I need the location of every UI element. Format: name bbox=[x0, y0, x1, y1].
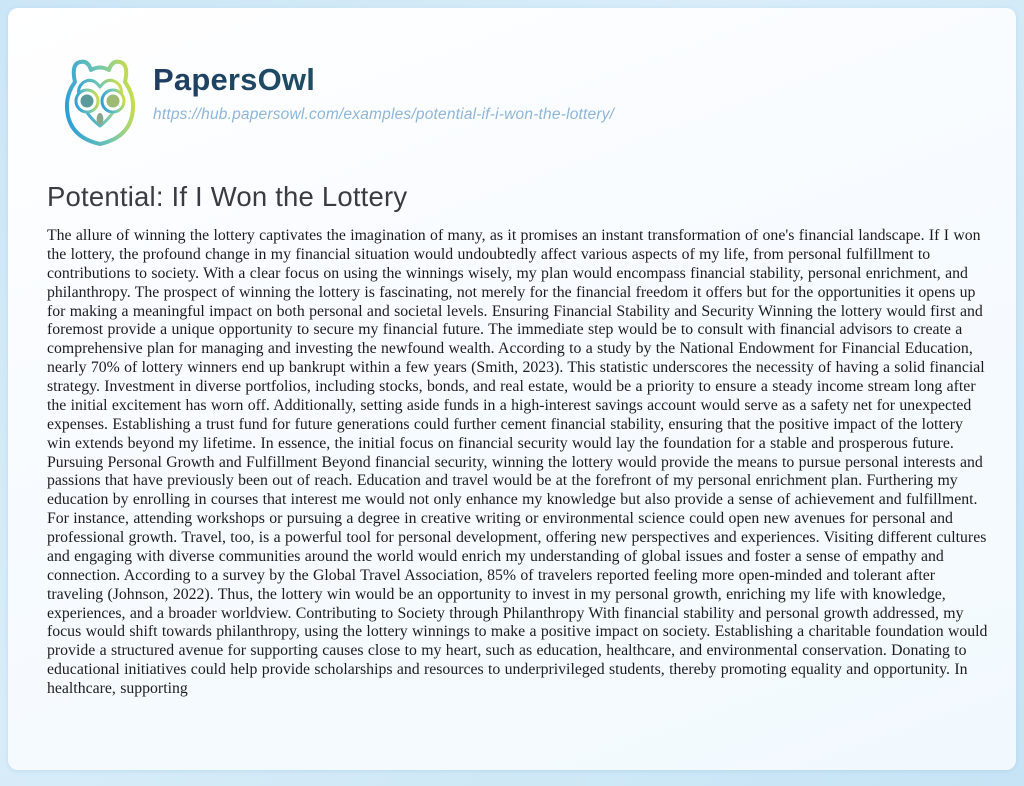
brand-name: PapersOwl bbox=[153, 63, 614, 97]
content-panel bbox=[8, 8, 1016, 770]
site-header bbox=[47, 53, 982, 159]
owl-icon bbox=[47, 53, 153, 159]
page-title: Potential: If I Won the Lottery bbox=[47, 181, 408, 212]
essay-body-text: The allure of winning the lottery captivates the imagination of many, as it promises an instant transformation of one's financial landscape. If I won the lottery, the profound change in my financial situation would undoubtedly affect various aspects of my life, from personal fulfillment to contributions to society. With a clear focus on using the winnings wisely, my plan would encompass financial stability, personal enrichment, and philanthropy. The prospect of winning the lottery is fascinating, not merely for the financial freedom it offers but for the opportunities it opens up for making a meaningful impact on both personal and societal levels. Ensuring Financial Stability and Security Winning the lottery would first and foremost provide a unique opportunity to secure my financial future. The immediate step would be to consult with financial advisors to create a comprehensive plan for managing and investing the newfound wealth. According to a study by the National Endowment for Financial Education, nearly 70% of lottery winners end up bankrupt within a few years (Smith, 2023). This statistic underscores the necessity of having a solid financial strategy. Investment in diverse portfolios, including stocks, bonds, and real estate, would be a priority to ensure a steady income stream long after the initial excitement has worn off. Additionally, setting aside funds in a high-interest savings account would serve as a safety net for unexpected expenses. Establishing a trust fund for future generations could further cement financial stability, ensuring that the positive impact of the lottery win extends beyond my lifetime. In essence, the initial focus on financial security would lay the foundation for a stable and prosperous future. Pursuing Personal Growth and Fulfillment Beyond financial security, winning the lottery would provide the means to pursue personal interests and passions that have previously been out of reach. Education and travel would be at the forefront of my personal enrichment plan. Furthering my education by enrolling in courses that interest me would not only enhance my knowledge but also provide a sense of achievement and fulfillment. For instance, attending workshops or pursuing a degree in creative writing or environmental science could open new avenues for personal and professional growth. Travel, too, is a powerful tool for personal development, offering new perspectives and experiences. Visiting different cultures and engaging with diverse communities around the world would enrich my understanding of global issues and foster a sense of empathy and connection. According to a survey by the Global Travel Association, 85% of travelers reported feeling more open-minded and tolerant after traveling (Johnson, 2022). Thus, the lottery win would be an opportunity to invest in my personal growth, enriching my life with knowledge, experiences, and a broader worldview. Contributing to Society through Philanthropy With financial stability and personal growth addressed, my focus would shift towards philanthropy, using the lottery winnings to make a positive impact on society. Establishing a charitable foundation would provide a structured avenue for supporting causes close to my heart, such as education, healthcare, and environmental conservation. Donating to educational initiatives could help provide scholarships and resources to underprivileged students, thereby promoting equality and opportunity. In healthcare, supporting bbox=[47, 227, 988, 697]
content-area bbox=[47, 8, 988, 699]
source-url-link[interactable]: https://hub.papersowl.com/examples/potential-if-i-won-the-lottery/ bbox=[153, 106, 615, 124]
brand-block bbox=[153, 53, 614, 124]
